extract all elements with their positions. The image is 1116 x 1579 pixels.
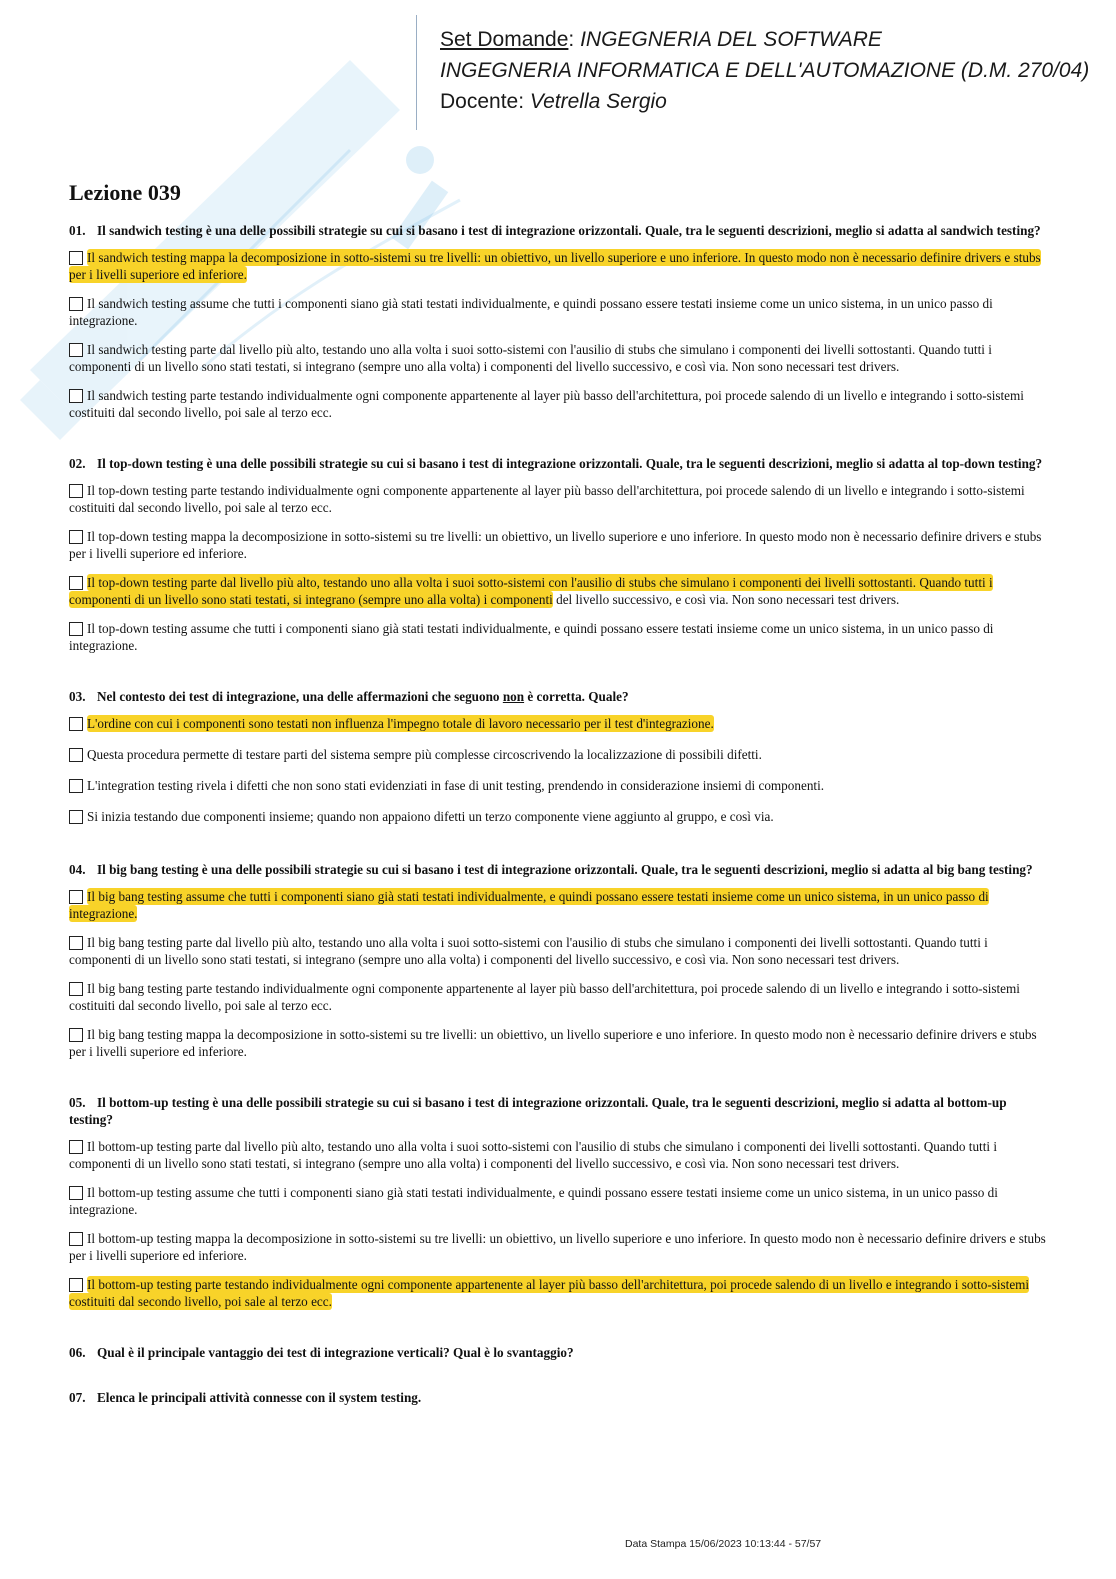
answer-option: Si inizia testando due componenti insieme; quando non appaiono difetti un terzo componente viene aggiunto al gruppo, e così via. <box>69 808 1049 825</box>
answer-checkbox[interactable] <box>69 622 83 636</box>
lesson-title: Lezione 039 <box>69 180 181 205</box>
question-text: 02. Il top-down testing è una delle possibili strategie su cui si basano i test di integrazione orizzontali. Quale, tra le seguenti descrizioni, meglio si adatta al top-down testing? <box>69 456 1043 471</box>
course-title: INGEGNERIA DEL SOFTWARE <box>580 28 882 51</box>
answer-checkbox[interactable] <box>69 1278 83 1292</box>
answer-option: Il sandwich testing parte testando individualmente ogni componente appartenente al layer più basso dell'architettura, poi procede salendo di un livello e integrando i sotto-sistemi costituiti dal secondo livello, poi sale al terzo ecc. <box>69 388 1024 420</box>
answer-option: Il bottom-up testing mappa la decomposizione in sotto-sistemi su tre livelli: un obiettivo, un livello superiore e uno inferiore. In questo modo non è necessario definire drivers e stubs per i livelli superiore ed inferiore. <box>69 1231 1046 1263</box>
question-block <box>69 688 1049 825</box>
answer-checkbox[interactable] <box>69 251 83 265</box>
answer-option: Il top-down testing parte testando individualmente ogni componente appartenente al layer più basso dell'architettura, poi procede salendo di un livello e integrando i sotto-sistemi costituiti dal secondo livello, poi sale al terzo ecc. <box>69 483 1025 515</box>
teacher-label: Docente: <box>440 90 530 113</box>
highlighted-text: L'ordine con cui i componenti sono testati non influenza l'impegno totale di lavoro necessario per il test d'integrazione. <box>87 716 714 731</box>
answer-option: Il big bang testing parte testando individualmente ogni componente appartenente al layer più basso dell'architettura, poi procede salendo di un livello e integrando i sotto-sistemi costituiti dal secondo livello, poi sale al terzo ecc. <box>69 981 1020 1013</box>
answer-option: Questa procedura permette di testare parti del sistema sempre più complesse circoscrivendo la localizzazione di possibili difetti. <box>69 746 1049 763</box>
answer-checkbox[interactable] <box>69 297 83 311</box>
answer-checkbox[interactable] <box>69 1028 83 1042</box>
answer-checkbox[interactable] <box>69 936 83 950</box>
questions-list <box>69 222 1049 1416</box>
question-text: 04. Il big bang testing è una delle possibili strategie su cui si basano i test di integrazione orizzontali. Quale, tra le seguenti descrizioni, meglio si adatta al big bang testing? <box>69 862 1033 877</box>
answer-option <box>69 715 1049 732</box>
question-text: 01. Il sandwich testing è una delle possibili strategie su cui si basano i test di integrazione orizzontali. Quale, tra le seguenti descrizioni, meglio si adatta al sandwich testing? <box>69 223 1041 238</box>
answer-checkbox[interactable] <box>69 343 83 357</box>
answer-option: Il sandwich testing assume che tutti i componenti siano già stati testati individualmente, e quindi possano essere testati insieme come un unico sistema, in un unico passo di integrazione. <box>69 296 993 328</box>
set-label: Set Domande <box>440 28 569 51</box>
highlighted-text: Il bottom-up testing parte testando individualmente ogni componente appartenente al layer più basso dell'architettura, poi procede salendo di un livello e integrando i sotto-sistemi costituiti dal secondo livello, poi sale al terzo ecc. <box>69 1277 1030 1309</box>
question-text: 05. Il bottom-up testing è una delle possibili strategie su cui si basano i test di integrazione orizzontali. Quale, tra le seguenti descrizioni, meglio si adatta al bottom-up testing? <box>69 1095 1007 1127</box>
highlighted-text: Il big bang testing assume che tutti i componenti siano già stati testati individualmente, e quindi possano essere testati insieme come un unico sistema, in un unico passo di integrazione. <box>69 889 989 921</box>
answer-option: Il top-down testing parte dal livello più alto, testando uno alla volta i suoi sotto-sistemi con l'ausilio di stubs che simulano i componenti dei livelli sottostanti. Quando tutti i componenti di un livello sono stati testati, si integrano (sempre uno alla volta) i componenti del livello successivo, e così via. Non sono necessari test drivers. <box>69 575 993 607</box>
answer-checkbox[interactable] <box>69 810 83 824</box>
answer-checkbox[interactable] <box>69 982 83 996</box>
degree-title: INGEGNERIA INFORMATICA E DELL'AUTOMAZIONE (D.M. 270/04) <box>440 59 1090 82</box>
question-block <box>69 1094 1049 1310</box>
answer-checkbox[interactable] <box>69 748 83 762</box>
question-block <box>69 1344 1049 1361</box>
answer-option: Il top-down testing assume che tutti i componenti siano già stati testati individualmente, e quindi possano essere testati insieme come un unico sistema, in un unico passo di integrazione. <box>69 621 994 653</box>
answer-option: Il big bang testing mappa la decomposizione in sotto-sistemi su tre livelli: un obiettivo, un livello superiore e uno inferiore. In questo modo non è necessario definire drivers e stubs per i livelli superiore ed inferiore. <box>69 1027 1037 1059</box>
print-date-footer: Data Stampa 15/06/2023 10:13:44 - 57/57 <box>625 1538 822 1550</box>
teacher-name: Vetrella Sergio <box>529 90 667 113</box>
answer-checkbox[interactable] <box>69 1186 83 1200</box>
answer-checkbox[interactable] <box>69 717 83 731</box>
question-text: 03. Nel contesto dei test di integrazione, una delle affermazioni che seguono non è corretta. Quale? <box>69 689 629 704</box>
answer-option <box>69 888 1049 922</box>
answer-checkbox[interactable] <box>69 1140 83 1154</box>
question-text: 07. Elenca le principali attività connesse con il system testing. <box>69 1390 422 1405</box>
answer-checkbox[interactable] <box>69 484 83 498</box>
question-block <box>69 1389 1049 1406</box>
answer-checkbox[interactable] <box>69 530 83 544</box>
answer-option: Il bottom-up testing assume che tutti i componenti siano già stati testati individualmente, e quindi possano essere testati insieme come un unico sistema, in un unico passo di integrazione. <box>69 1185 998 1217</box>
set-separator: : <box>568 28 581 51</box>
answer-checkbox[interactable] <box>69 779 83 793</box>
answer-checkbox[interactable] <box>69 389 83 403</box>
document-header <box>440 24 1089 117</box>
header-line-teacher <box>440 86 1089 117</box>
highlighted-text: Il top-down testing parte dal livello più alto, testando uno alla volta i suoi sotto-sistemi con l'ausilio di stubs che simulano i componenti dei livelli sottostanti. Quando tutti i componenti di un livello sono stati testati, si integrano (sempre uno alla volta) i componenti <box>69 575 993 607</box>
highlighted-text: Il sandwich testing mappa la decomposizione in sotto-sistemi su tre livelli: un obiettivo, un livello superiore e uno inferiore. In questo modo non è necessario definire drivers e stubs per i livelli superiore ed inferiore. <box>69 250 1041 282</box>
question-block <box>69 861 1049 1060</box>
answer-checkbox[interactable] <box>69 1232 83 1246</box>
question-block <box>69 455 1049 654</box>
header-divider <box>416 15 417 130</box>
answer-option: Il sandwich testing parte dal livello più alto, testando uno alla volta i suoi sotto-sistemi con l'ausilio di stubs che simulano i componenti dei livelli sottostanti. Quando tutti i componenti di un livello sono stati testati, si integrano (sempre uno alla volta) i componenti del livello successivo, e così via. Non sono necessari test drivers. <box>69 342 992 374</box>
answer-option: L'integration testing rivela i difetti che non sono stati evidenziati in fase di unit testing, prendendo in considerazione insiemi di componenti. <box>69 777 1049 794</box>
header-line-set <box>440 24 1089 55</box>
answer-checkbox[interactable] <box>69 576 83 590</box>
answer-checkbox[interactable] <box>69 890 83 904</box>
answer-option: Il big bang testing parte dal livello più alto, testando uno alla volta i suoi sotto-sistemi con l'ausilio di stubs che simulano i componenti dei livelli sottostanti. Quando tutti i componenti di un livello sono stati testati, si integrano (sempre uno alla volta) i componenti del livello successivo, e così via. Non sono necessari test drivers. <box>69 935 988 967</box>
header-line-degree <box>440 55 1089 86</box>
answer-option: Il top-down testing mappa la decomposizione in sotto-sistemi su tre livelli: un obiettivo, un livello superiore e uno inferiore. In questo modo non è necessario definire drivers e stubs per i livelli superiore ed inferiore. <box>69 529 1042 561</box>
question-text: 06. Qual è il principale vantaggio dei test di integrazione verticali? Qual è lo svantaggio? <box>69 1345 574 1360</box>
answer-option <box>69 1276 1049 1310</box>
question-block <box>69 222 1049 421</box>
answer-option: Il bottom-up testing parte dal livello più alto, testando uno alla volta i suoi sotto-sistemi con l'ausilio di stubs che simulano i componenti dei livelli sottostanti. Quando tutti i componenti di un livello sono stati testati, si integrano (sempre uno alla volta) i componenti del livello successivo, e così via. Non sono necessari test drivers. <box>69 1139 998 1171</box>
answer-option <box>69 249 1049 283</box>
